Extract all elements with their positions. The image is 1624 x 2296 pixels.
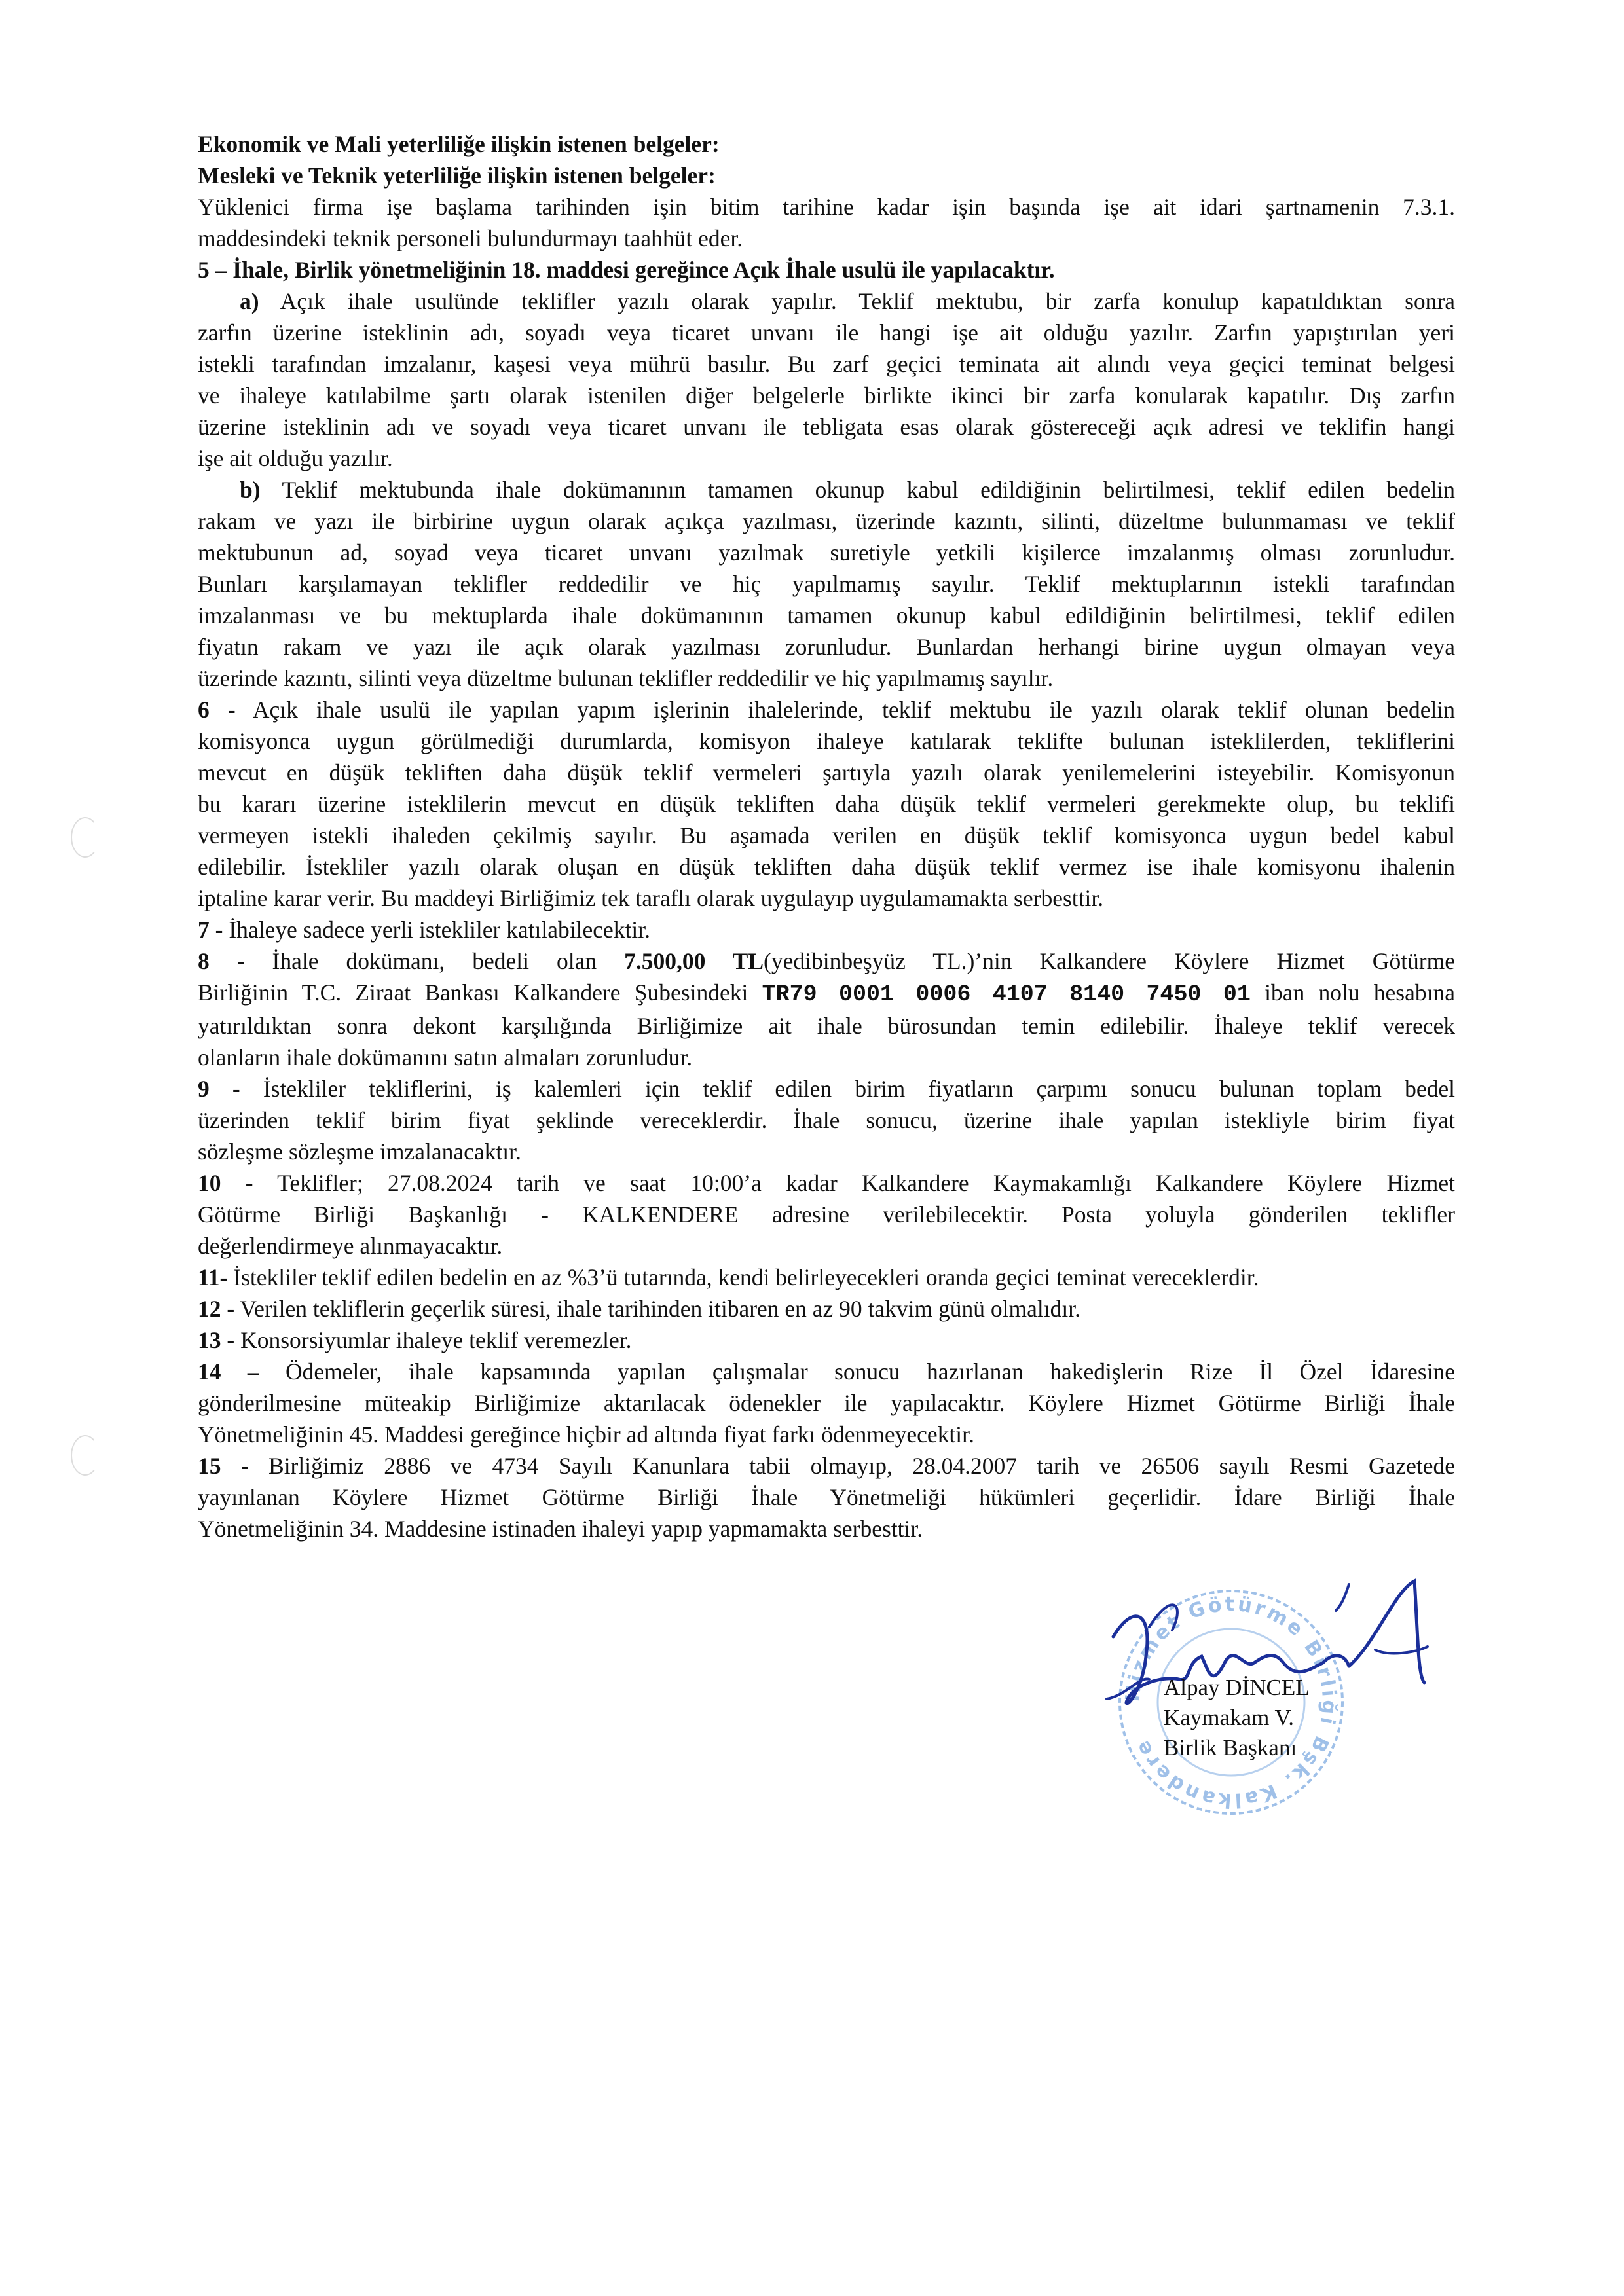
text-line-s6c (198, 757, 1455, 788)
text-line-s14b (198, 1387, 1455, 1419)
line-text: Açık ihale usulünde teklifler yazılı olarak yapılır. Teklif mektubu, bir zarfa konulup kapatıldıktan sonra (259, 288, 1455, 314)
item-number: 10 - (198, 1170, 253, 1196)
line-text: rakam ve yazı ile birbirine uygun olarak açıkça yazılması, üzerinde kazıntı, silinti, düzeltme bulunmaması ve teklif (198, 508, 1455, 534)
line-text: Birliğinin T.C. Ziraat Bankası Kalkandere Şubesindeki (198, 979, 762, 1006)
text-line-s6b (198, 725, 1455, 757)
line-text: Mesleki ve Teknik yeterliliğe ilişkin istenen belgeler: (198, 162, 716, 189)
text-line-s6e (198, 820, 1455, 851)
line-text: Yüklenici firma işe başlama tarihinden işin bitim tarihine kadar işin başında işe ait idari şartnamenin 7.3.1. (198, 194, 1455, 220)
item-number: 8 - (198, 948, 245, 974)
line-text-tail: (yedibinbeşyüz TL.)’nin Kalkandere Köylere Hizmet Götürme (764, 948, 1455, 974)
punch-hole-mark (71, 817, 100, 858)
line-text: Teklif mektubunda ihale dokümanının tamamen okunup kabul edildiğinin belirtilmesi, teklif edilen bedelin (260, 477, 1455, 503)
line-text: İhaleye sadece yerli istekliler katılabilecektir. (223, 917, 650, 943)
text-line-s6d (198, 788, 1455, 820)
text-line-s9a (198, 1073, 1455, 1104)
line-text: Ekonomik ve Mali yeterliliğe ilişkin istenen belgeler: (198, 131, 720, 157)
text-line-s15c (198, 1513, 1455, 1544)
line-text: üzerinden teklif birim fiyat şeklinde vereceklerdir. İhale sonucu, üzerine ihale yapılan istekliyle birim fiyat (198, 1107, 1455, 1133)
text-line-s14a (198, 1356, 1455, 1387)
text-line-b1 (198, 474, 1455, 505)
text-line-s12 (198, 1293, 1455, 1324)
line-text: komisyonca uygun görülmediği durumlarda, komisyon ihaleye katılarak teklifte bulunan isteklilerden, tekliflerini (198, 728, 1455, 754)
line-text-tail: iban nolu hesabına (1250, 979, 1455, 1006)
signatory-office: Birlik Başkanı (1164, 1735, 1297, 1760)
iban-number: TR79 0001 0006 4107 8140 7450 01 (762, 981, 1251, 1008)
item-number: 15 - (198, 1453, 249, 1479)
document-body (198, 128, 1455, 1544)
line-text: gönderilmesine müteakip Birliğimize aktarılacak ödenekler ile yapılacaktır. Köylere Hizmet Götürme Birliği İhale (198, 1390, 1455, 1416)
text-line-s10c (198, 1230, 1455, 1262)
text-line-b6 (198, 631, 1455, 663)
text-line-b7 (198, 663, 1455, 694)
text-line-b2 (198, 505, 1455, 537)
text-line-s7 (198, 914, 1455, 945)
text-line-p1b (198, 223, 1455, 254)
text-line-a5 (198, 411, 1455, 443)
line-text: Götürme Birliği Başkanlığı - KALKENDERE adresine verilebilecektir. Posta yoluyla gönderilen teklifler (198, 1201, 1455, 1228)
fee-amount: 7.500,00 TL (624, 948, 764, 974)
item-number: b) (240, 477, 261, 503)
item-number: 12 - (198, 1296, 235, 1322)
text-line-s11 (198, 1262, 1455, 1293)
line-text: edilebilir. İstekliler yazılı olarak oluşan en düşük tekliften daha düşük teklif vermez ise ihale komisyonu ihalenin (198, 854, 1455, 880)
line-text: yatırıldıktan sonra dekont karşılığında Birliğimize ait ihale bürosundan temin edilebilir. İhaleye teklif verecek (198, 1013, 1455, 1039)
text-line-s13 (198, 1324, 1455, 1356)
line-text: bu kararı üzerine isteklilerin mevcut en düşük tekliften daha düşük teklif vermeleri gerekmekte olup, bu teklifi (198, 791, 1455, 817)
line-text: 5 – İhale, Birlik yönetmeliğinin 18. maddesi gereğince Açık İhale usulü ile yapılacaktır. (198, 257, 1055, 283)
punch-hole-mark (71, 1435, 100, 1476)
text-line-s6g (198, 883, 1455, 914)
line-text: ve ihaleye katılabilme şartı olarak istenilen diğer belgelerle birlikte ikinci bir zarfa konularak kapatılır. Dış zarfın (198, 382, 1455, 409)
line-text: Yönetmeliğinin 45. Maddesi gereğince hiçbir ad altında fiyat farkı ödenmeyecektir. (198, 1421, 974, 1448)
line-text: mevcut en düşük tekliften daha düşük teklif vermeleri şartıyla yazılı olarak yenilemelerini isteyebilir. Komisyonun (198, 759, 1455, 786)
line-text: üzerine isteklinin adı ve soyadı veya ticaret unvanı ile tebligata esas olarak göstereceği açık adresi ve teklifin hangi (198, 414, 1455, 440)
text-line-s8b (198, 977, 1455, 1010)
signatory-title: Kaymakam V. (1164, 1705, 1294, 1730)
item-number: 9 - (198, 1076, 240, 1102)
line-text: yayınlanan Köylere Hizmet Götürme Birliği İhale Yönetmeliği hükümleri geçerlidir. İdare Birliği İhale (198, 1484, 1455, 1510)
text-line-s14c (198, 1419, 1455, 1450)
line-text: üzerinde kazıntı, silinti veya düzeltme bulunan teklifler reddedilir ve hiç yapılmamış sayılır. (198, 665, 1054, 691)
line-text: Açık ihale usulü ile yapılan yapım işlerinin ihalelerinde, teklif mektubu ile yazılı olarak teklif olunan bedelin (235, 697, 1455, 723)
text-line-b5 (198, 600, 1455, 631)
line-text: İstekliler teklif edilen bedelin en az %3’ü tutarında, kendi belirleyecekleri oranda geçici teminat vereceklerdir. (227, 1264, 1259, 1290)
text-line-a2 (198, 317, 1455, 348)
line-text: fiyatın rakam ve yazı ile açık olarak yazılması zorunludur. Bunlardan herhangi birine uygun olmayan veya (198, 634, 1455, 660)
line-text: vermeyen istekli ihaleden çekilmiş sayılır. Bu aşamada verilen en düşük teklif komisyonca uygun bedel kabul (198, 822, 1455, 848)
line-text: değerlendirmeye alınmayacaktır. (198, 1233, 503, 1259)
text-line-b4 (198, 568, 1455, 600)
line-text: mektubunun ad, soyad veya ticaret unvanı yazılmak suretiyle yetkili kişilerce imzalanmış olması zorunludur. (198, 539, 1455, 566)
text-line-a1 (198, 285, 1455, 317)
item-number: 14 – (198, 1358, 259, 1385)
text-line-h5 (198, 254, 1455, 285)
text-line-s10b (198, 1199, 1455, 1230)
line-text: olanların ihale dokümanını satın almaları zorunludur. (198, 1044, 693, 1070)
line-text: İstekliler tekliflerini, iş kalemleri için teklif edilen birim fiyatların çarpımı sonucu bulunan toplam bedel (240, 1076, 1455, 1102)
text-line-s8c (198, 1010, 1455, 1042)
text-line-b3 (198, 537, 1455, 568)
line-text: imzalanması ve bu mektuplarda ihale dokümanının tamamen okunup kabul edildiğinin belirtilmesi, teklif edilen (198, 602, 1455, 629)
text-line-s10a (198, 1167, 1455, 1199)
line-text: Ödemeler, ihale kapsamında yapılan çalışmalar sonucu hazırlanan hakedişlerin Rize İl Özel İdaresine (259, 1358, 1455, 1385)
line-text: Birliğimiz 2886 ve 4734 Sayılı Kanunlara tabii olmayıp, 28.04.2007 tarih ve 26506 sayılı Resmi Gazetede (248, 1453, 1455, 1479)
item-number: 13 - (198, 1327, 235, 1353)
text-line-h2 (198, 160, 1455, 191)
line-text: istekli tarafından imzalanır, kaşesi veya mührü basılır. Bu zarf geçici teminata ait alındı veya geçici teminat belgesi (198, 351, 1455, 377)
line-text: zarfın üzerine isteklinin adı, soyadı veya ticaret unvanı ile hangi işe ait olduğu yazılır. Zarfın yapıştırılan yeri (198, 319, 1455, 346)
line-text: Verilen tekliflerin geçerlik süresi, ihale tarihinden itibaren en az 90 takvim günü olmalıdır. (234, 1296, 1080, 1322)
line-text: iptaline karar verir. Bu maddeyi Birliğimiz tek taraflı olarak uygulayıp uygulamamakta serbesttir. (198, 885, 1104, 911)
text-line-a6 (198, 443, 1455, 474)
line-text: Yönetmeliğinin 34. Maddesine istinaden ihaleyi yapıp yapmamakta serbesttir. (198, 1516, 923, 1542)
item-number: 11- (198, 1264, 228, 1290)
line-text: İhale dokümanı, bedeli olan (244, 948, 625, 974)
text-line-h1 (198, 128, 1455, 160)
text-line-s6a (198, 694, 1455, 725)
text-line-s6f (198, 851, 1455, 883)
text-line-s15b (198, 1482, 1455, 1513)
text-line-s9b (198, 1104, 1455, 1136)
text-line-s8a (198, 945, 1455, 977)
item-number: a) (240, 288, 259, 314)
line-text: Bunları karşılamayan teklifler reddedilir ve hiç yapılmamış sayılır. Teklif mektuplarının istekli tarafından (198, 571, 1455, 597)
text-line-s8d (198, 1042, 1455, 1073)
text-line-p1a (198, 191, 1455, 223)
line-text: sözleşme sözleşme imzalanacaktır. (198, 1139, 521, 1165)
signature-block (1087, 1565, 1454, 1840)
line-text: maddesindeki teknik personeli bulundurmayı taahhüt eder. (198, 225, 743, 251)
item-number: 6 - (198, 697, 236, 723)
item-number: 7 - (198, 917, 223, 943)
text-line-s9c (198, 1136, 1455, 1167)
signatory (1164, 1673, 1310, 1763)
text-line-s15a (198, 1450, 1455, 1482)
line-text: işe ait olduğu yazılır. (198, 445, 393, 471)
line-text: Teklifler; 27.08.2024 tarih ve saat 10:00’a kadar Kalkandere Kaymakamlığı Kalkandere Köylere Hizmet (253, 1170, 1455, 1196)
signatory-name: Alpay DİNCEL (1164, 1675, 1310, 1700)
line-text: Konsorsiyumlar ihaleye teklif veremezler. (234, 1327, 632, 1353)
text-line-a4 (198, 380, 1455, 411)
stamp-text: Hizmet Götürme Birliği Bşk. Kalkandere (1121, 1592, 1341, 1812)
text-line-a3 (198, 348, 1455, 380)
